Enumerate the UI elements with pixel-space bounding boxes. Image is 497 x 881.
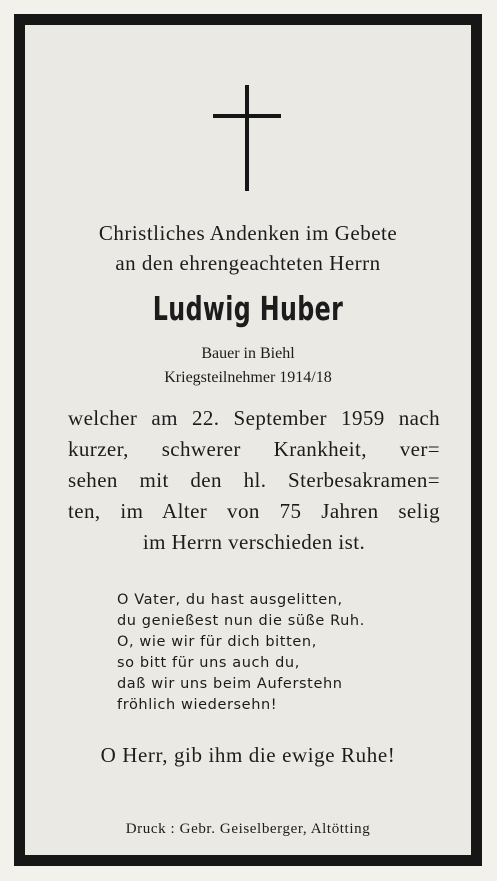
body-line: sehen mit den hl. Sterbesakramen= [68,468,440,492]
poem-line: daß wir uns beim Auferstehn [117,676,343,692]
poem-line: du genießest nun die süße Ruh. [117,613,365,629]
deceased-name: Ludwig Huber [152,289,344,328]
intro-line-1: Christliches Andenken im Gebete [98,221,398,245]
black-border-frame [14,14,482,866]
body-line: im Herrn verschieden ist. [142,530,366,554]
poem-line: O Vater, du hast ausgelitten, [117,592,343,608]
closing-prayer: O Herr, gib ihm die ewige Ruhe! [100,743,396,767]
poem [117,590,365,716]
body-line: kurzer, schwerer Krankheit, ver= [68,437,440,461]
printer-credit: Druck : Gebr. Geiselberger, Altötting [125,821,371,837]
cross-icon [25,25,471,225]
body-line: welcher am 22. September 1959 nach [68,406,440,430]
veteran-note: Kriegsteilnehmer 1914/18 [164,369,332,386]
poem-line: fröhlich wiedersehn! [117,697,278,713]
occupation: Bauer in Biehl [201,345,295,362]
poem-line: so bitt für uns auch du, [117,655,300,671]
intro-line-2: an den ehrengeachteten Herrn [115,251,381,275]
body-line: ten, im Alter von 75 Jahren selig [68,499,440,523]
poem-line: O, wie wir für dich bitten, [117,634,317,650]
death-notice-text [68,403,440,558]
